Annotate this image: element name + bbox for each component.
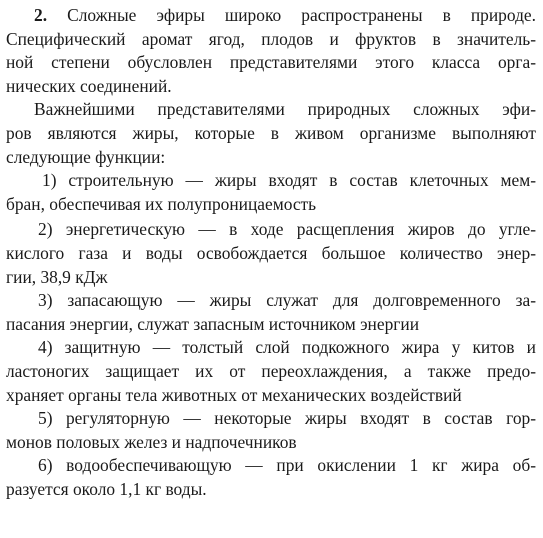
- function-item-4: [6, 336, 536, 407]
- text-line: нических соединений.: [6, 75, 172, 96]
- intro-paragraph: [6, 4, 536, 98]
- text-line: 2) энергетическую — в ходе расщепления жиров до угле-: [38, 219, 536, 240]
- function-item-1: [6, 169, 536, 216]
- text-line: бран, обеспечивая их полупроницаемость: [6, 193, 317, 214]
- function-item-3: [6, 289, 536, 336]
- text-line: 6) водообеспечивающую — при окислении 1 кг жира об-: [38, 455, 536, 476]
- text-line: разуется около 1,1 кг воды.: [6, 478, 207, 499]
- text-line: гии, 38,9 кДж: [6, 266, 108, 287]
- text-line: монов половых желез и надпочечников: [6, 431, 297, 452]
- text-line: Специфический аромат ягод, плодов и фруктов в значитель-: [6, 28, 536, 49]
- text-line: кислого газа и воды освобождается большое количество энер-: [6, 242, 536, 263]
- text-line: пасания энергии, служат запасным источником энергии: [6, 313, 420, 334]
- paragraph-number: 2.: [34, 5, 48, 25]
- text-line: 5) регуляторную — некоторые жиры входят в состав гор-: [38, 408, 536, 429]
- text-line: ров являются жиры, которые в живом организме выполняют: [6, 122, 536, 143]
- function-item-5: [6, 407, 536, 454]
- function-item-6: [6, 454, 536, 501]
- text-line: храняет органы тела животных от механических воздействий: [6, 384, 462, 405]
- function-item-2: [6, 218, 536, 289]
- text-line: ластоногих защищает их от переохлаждения, а также предо-: [6, 360, 536, 381]
- text-line: следующие функции:: [6, 146, 166, 167]
- text-line: 3) запасающую — жиры служат для долговременного за-: [38, 290, 536, 311]
- text-line: Важнейшими представителями природных сложных эфи-: [34, 99, 536, 120]
- document-page: [6, 4, 536, 501]
- text-line: ной степени обусловлен представителями этого класса орга-: [6, 52, 536, 73]
- second-paragraph: [6, 98, 536, 169]
- text-line: 4) защитную — толстый слой подкожного жира у китов и: [38, 337, 536, 358]
- text-line: 1) строительную — жиры входят в состав клеточных мем-: [42, 170, 536, 191]
- text-line: 2. Сложные эфиры широко распространены в природе.: [34, 5, 536, 25]
